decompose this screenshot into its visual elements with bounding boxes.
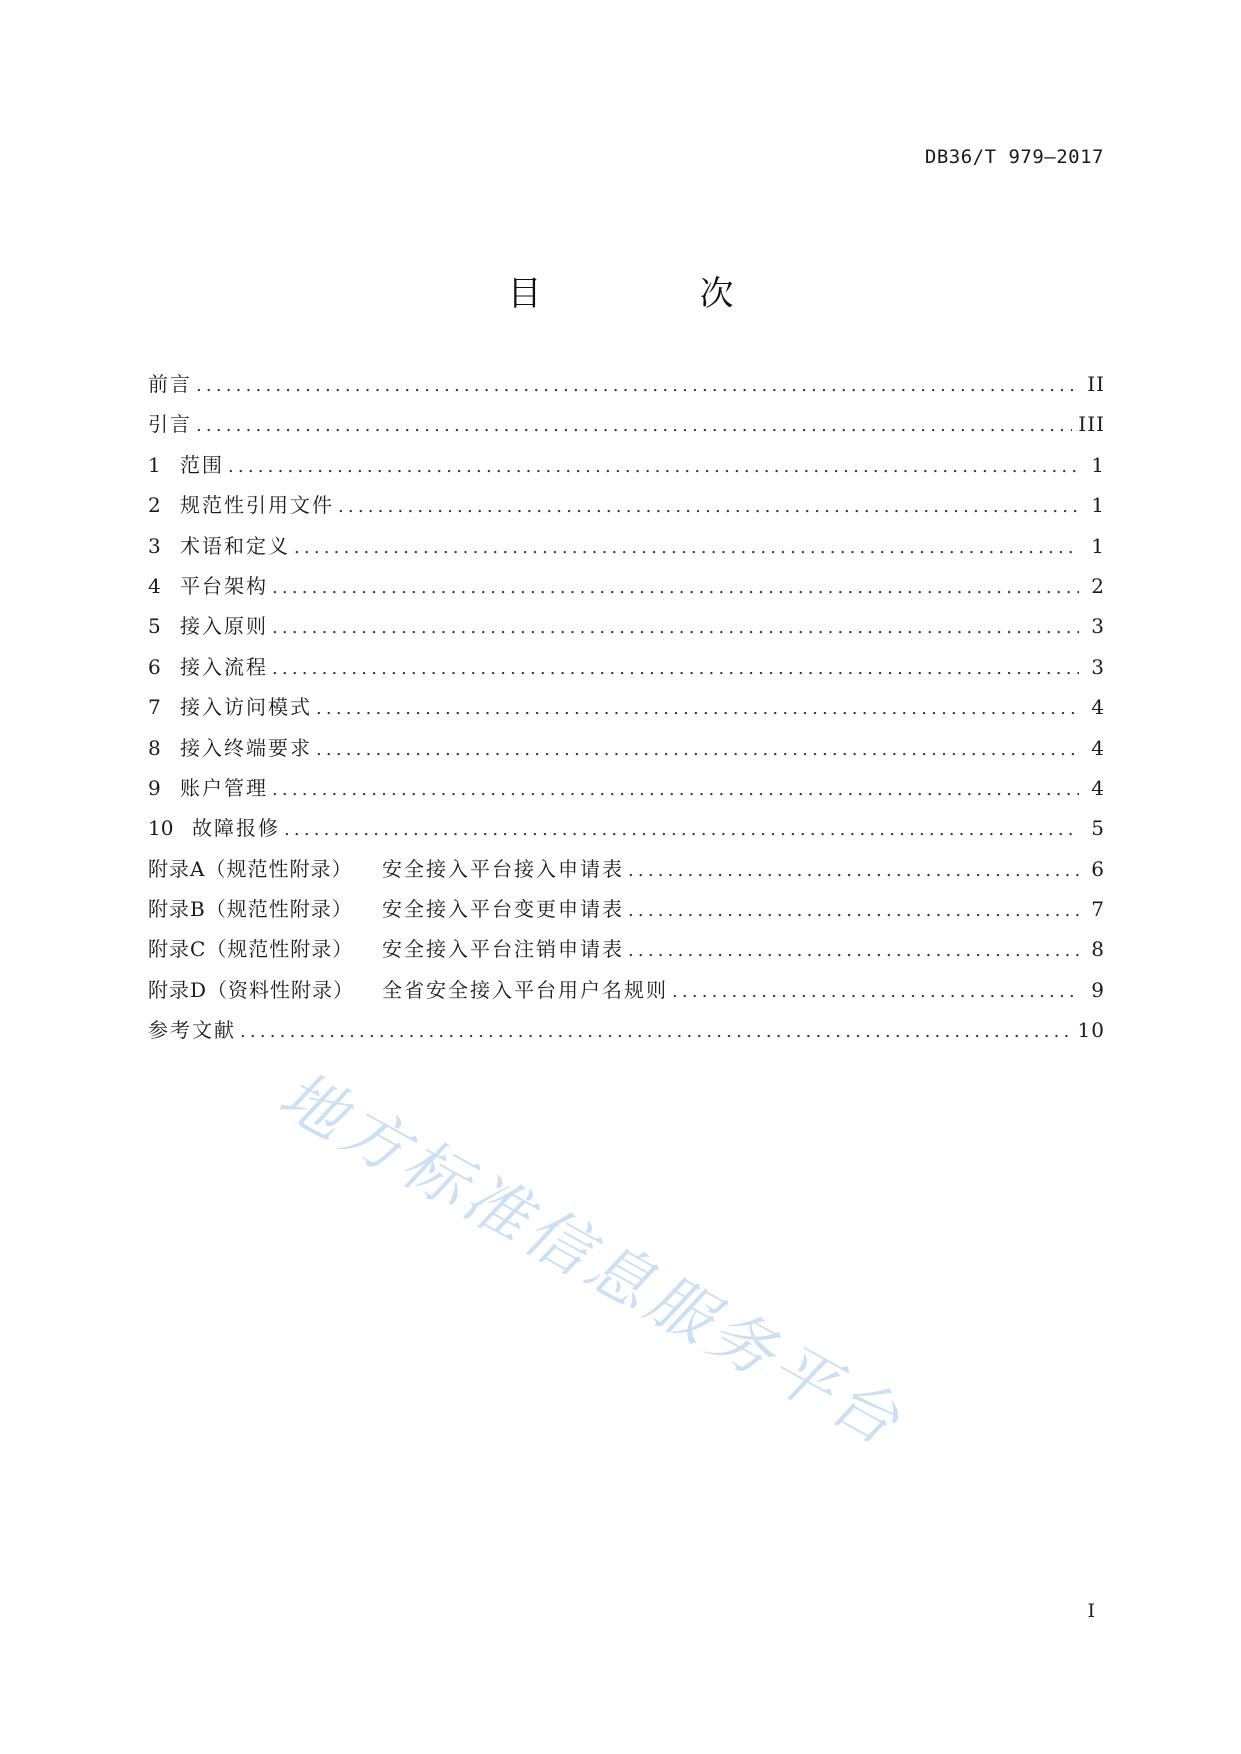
dot-leader <box>272 577 1079 598</box>
toc-entry-annex-b[interactable] <box>148 893 1105 933</box>
toc-entry-annex-a[interactable] <box>148 853 1105 893</box>
toc-annex-head: 附录C（规范性附录） <box>148 937 354 962</box>
toc-entry-label: 接入原则 <box>180 614 268 639</box>
toc-entry-10[interactable] <box>148 812 1105 852</box>
toc-entry-number: 9 <box>148 775 161 800</box>
toc-annex-head: 附录B（规范性附录） <box>148 897 353 922</box>
toc-entry-page: 3 <box>1091 654 1105 679</box>
page-title: 目 次 <box>507 274 796 314</box>
toc-entry-label: 安全接入平台接入申请表 <box>382 856 624 881</box>
dot-leader <box>196 415 1072 436</box>
toc-entry-1[interactable] <box>148 449 1105 489</box>
dot-leader <box>316 698 1079 719</box>
toc-entry-page: 2 <box>1091 573 1105 598</box>
toc-entry-4[interactable] <box>148 570 1105 610</box>
toc-entry-page: 4 <box>1091 775 1105 800</box>
toc-entry-label: 规范性引用文件 <box>180 493 334 518</box>
toc-entry-label: 接入流程 <box>180 654 268 679</box>
dot-leader <box>240 1021 1072 1042</box>
toc-entry-page: 10 <box>1077 1018 1105 1043</box>
toc-entry-number: 10 <box>148 816 174 841</box>
toc-entry-label: 平台架构 <box>180 573 268 598</box>
toc-entry-foreword[interactable] <box>148 368 1105 408</box>
dot-leader <box>628 860 1079 881</box>
toc-entry-page: 7 <box>1091 897 1105 922</box>
toc-entry-number: 3 <box>148 533 161 558</box>
toc-entry-page: 5 <box>1091 816 1105 841</box>
dot-leader <box>196 375 1079 396</box>
toc-entry-8[interactable] <box>148 732 1105 772</box>
toc-entry-page: 4 <box>1091 695 1105 720</box>
toc-annex-head: 附录D（资料性附录） <box>148 977 355 1002</box>
toc-entry-page: 1 <box>1091 452 1105 477</box>
toc-entry-number: 4 <box>148 573 161 598</box>
toc-entry-annex-c[interactable] <box>148 933 1105 973</box>
dot-leader <box>272 658 1079 679</box>
toc-entry-page: 8 <box>1091 937 1105 962</box>
toc-entry-label: 接入终端要求 <box>180 735 312 760</box>
dot-leader <box>284 819 1079 840</box>
toc-annex-head: 附录A（规范性附录） <box>148 856 353 881</box>
toc-entry-annex-d[interactable] <box>148 974 1105 1014</box>
toc-entry-6[interactable] <box>148 651 1105 691</box>
toc-entry-3[interactable] <box>148 530 1105 570</box>
toc-entry-9[interactable] <box>148 772 1105 812</box>
dot-leader <box>272 779 1079 800</box>
toc-entry-page: 4 <box>1091 735 1105 760</box>
toc-entry-number: 6 <box>148 654 161 679</box>
toc-entry-label: 安全接入平台注销申请表 <box>382 937 624 962</box>
toc-entry-number: 1 <box>148 452 161 477</box>
page-number: I <box>1087 1600 1095 1622</box>
toc-entry-2[interactable] <box>148 489 1105 529</box>
dot-leader <box>272 617 1079 638</box>
toc-entry-page: 1 <box>1091 493 1105 518</box>
table-of-contents <box>148 368 1105 1055</box>
toc-entry-label: 全省安全接入平台用户名规则 <box>382 977 668 1002</box>
toc-entry-label: 前言 <box>148 372 192 396</box>
toc-entry-references[interactable] <box>148 1014 1105 1054</box>
toc-entry-label: 接入访问模式 <box>180 695 312 720</box>
toc-entry-label: 范围 <box>180 452 224 477</box>
toc-entry-page: 6 <box>1091 856 1105 881</box>
toc-entry-5[interactable] <box>148 610 1105 650</box>
toc-entry-page: III <box>1078 412 1105 437</box>
toc-entry-page: 9 <box>1091 977 1105 1002</box>
dot-leader <box>628 900 1079 921</box>
toc-entry-label: 安全接入平台变更申请表 <box>382 897 624 922</box>
toc-entry-introduction[interactable] <box>148 408 1105 448</box>
toc-entry-label: 术语和定义 <box>180 533 290 558</box>
toc-entry-page: II <box>1087 372 1105 396</box>
toc-entry-number: 7 <box>148 695 161 720</box>
toc-entry-label: 引言 <box>148 412 192 437</box>
toc-entry-number: 8 <box>148 735 161 760</box>
toc-entry-number: 5 <box>148 614 161 639</box>
dot-leader <box>316 739 1079 760</box>
toc-entry-7[interactable] <box>148 691 1105 731</box>
toc-entry-number: 2 <box>148 493 161 518</box>
dot-leader <box>228 456 1079 477</box>
toc-entry-label: 参考文献 <box>148 1018 236 1043</box>
document-code: DB36/T 979—2017 <box>924 146 1104 168</box>
toc-entry-label: 故障报修 <box>192 816 280 841</box>
dot-leader <box>628 940 1079 961</box>
toc-entry-page: 3 <box>1091 614 1105 639</box>
watermark: 地方标准信息服务平台 <box>266 1058 915 1463</box>
toc-entry-label: 账户管理 <box>180 775 268 800</box>
dot-leader <box>672 981 1079 1002</box>
dot-leader <box>338 496 1079 517</box>
toc-entry-page: 1 <box>1091 533 1105 558</box>
dot-leader <box>294 537 1079 558</box>
